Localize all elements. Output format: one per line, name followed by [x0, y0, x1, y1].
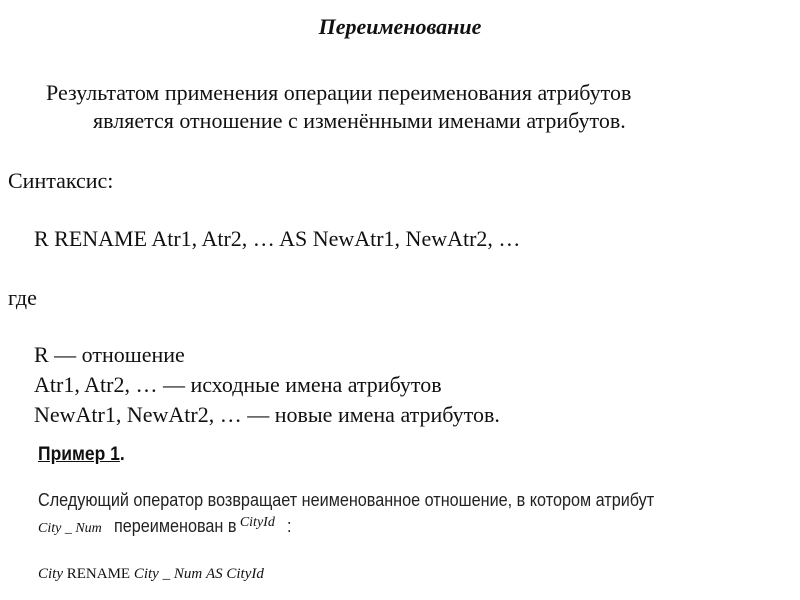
example-heading: [38, 444, 125, 466]
old-attribute-name: City _ Num: [38, 521, 102, 536]
example-text-line-1: Следующий оператор возвращает неименованное отношение, в котором атрибут: [38, 490, 655, 510]
definition-old-names: Atr1, Atr2, … — исходные имена атрибутов: [34, 372, 442, 397]
example-text-middle: переименован в: [113, 516, 237, 536]
example-text-colon: :: [286, 516, 292, 536]
syntax-expression: R RENAME Atr1, Atr2, … AS NewAtr1, NewAtr2, …: [34, 226, 521, 251]
definition-relation: R — отношение: [34, 342, 185, 367]
where-label: где: [8, 285, 37, 310]
intro-line-1: Результатом применения операции переименования атрибутов: [46, 80, 632, 105]
slide-title: Переименование: [318, 14, 482, 39]
example-heading-period: .: [119, 444, 125, 465]
new-attribute-name: CityId: [239, 515, 275, 530]
syntax-label: Синтаксис:: [8, 168, 114, 193]
example-text-line-2: [38, 516, 292, 537]
definition-new-names: NewAtr1, NewAtr2, … — новые имена атрибутов.: [34, 402, 500, 427]
intro-line-2: является отношение с изменёнными именами атрибутов.: [93, 108, 626, 133]
example-heading-text: Пример 1: [38, 444, 120, 465]
code-keyword-rename: RENAME: [66, 566, 131, 582]
code-relation: City: [38, 566, 63, 582]
code-new-attribute: CityId: [226, 566, 264, 582]
code-keyword-as: AS: [205, 566, 223, 582]
example-code: [38, 566, 264, 583]
code-old-attribute: City _ Num: [133, 566, 203, 582]
